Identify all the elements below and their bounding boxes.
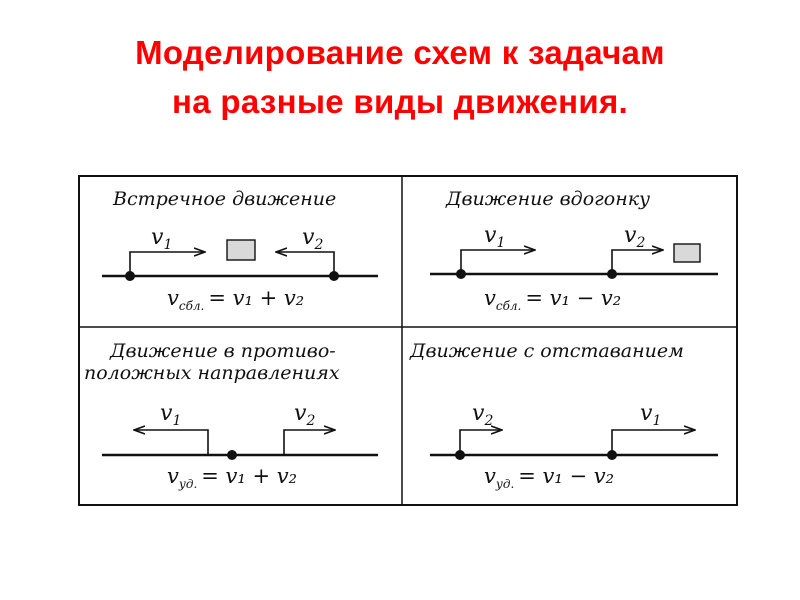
panel-meeting [102, 188, 378, 313]
formula-catchup: $v_{сбл.} = v_1 - v_2$ [484, 286, 622, 313]
velocity-arrow-left [134, 430, 208, 455]
velocity-arrow-right [284, 430, 335, 455]
caption-opposite-line-2: положных направлениях [84, 362, 340, 384]
caption-lagging: Движение с отставанием [410, 340, 684, 362]
caption-opposite-line-1: Движение в противо- [110, 340, 336, 362]
caption-catchup: Движение вдогонку [446, 188, 651, 210]
panel-lagging [409, 340, 718, 491]
title-line-1: Моделирование схем к задачам [135, 34, 665, 71]
velocity-arrow-right [612, 430, 695, 455]
velocity-label-left: $v_1$ [151, 225, 173, 253]
meeting-point-box [227, 240, 255, 260]
panel-catchup [430, 188, 718, 313]
velocity-label-left: $v_2$ [472, 401, 494, 429]
catchup-point-box [674, 244, 700, 262]
velocity-label-left: $v_1$ [484, 223, 506, 251]
formula-meeting: $v_{сбл.} = v_1 + v_2$ [167, 286, 305, 313]
panel-opposite [84, 340, 378, 491]
velocity-arrow-right [612, 250, 663, 274]
velocity-arrow-right [276, 252, 334, 276]
velocity-label-left: $v_1$ [160, 401, 182, 429]
formula-opposite: $v_{уд.} = v_1 + v_2$ [167, 464, 298, 491]
velocity-arrow-left [461, 250, 535, 274]
velocity-label-right: $v_2$ [302, 225, 324, 253]
caption-meeting: Встречное движение [113, 188, 337, 210]
velocity-label-right: $v_2$ [624, 223, 646, 251]
velocity-label-right: $v_1$ [640, 401, 662, 429]
velocity-arrow-left [460, 430, 502, 455]
velocity-arrow-left [130, 252, 205, 276]
velocity-label-right: $v_2$ [294, 401, 316, 429]
title-line-2: на разные виды движения. [172, 83, 628, 120]
start-dot [227, 450, 237, 460]
formula-lagging: $v_{уд.} = v_1 - v_2$ [484, 464, 615, 491]
